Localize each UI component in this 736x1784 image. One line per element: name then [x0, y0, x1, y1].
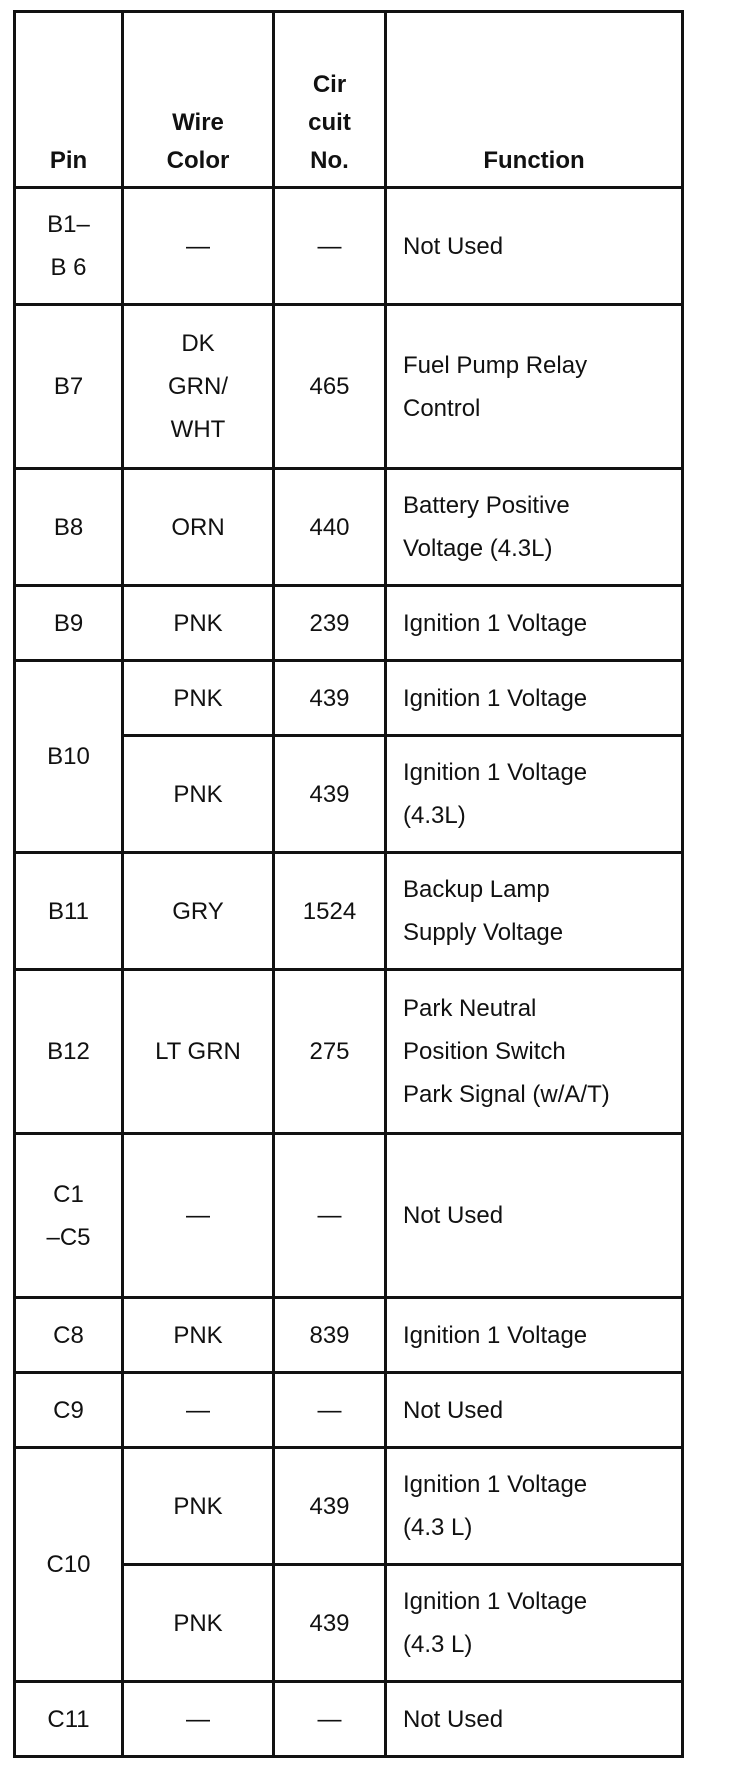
function-cell: Park Neutral Position Switch Park Signal (w/A/T)	[386, 970, 683, 1134]
table-row	[15, 1448, 683, 1565]
function-cell: Ignition 1 Voltage	[386, 1298, 683, 1373]
function-cell: Not Used	[386, 1682, 683, 1757]
connector-pinout-table	[13, 10, 684, 1758]
wire-color-cell: ORN	[123, 469, 274, 586]
wire-color-cell: —	[123, 1682, 274, 1757]
circuit-cell: 239	[274, 586, 386, 661]
circuit-cell: 275	[274, 970, 386, 1134]
table-row	[15, 1134, 683, 1298]
function-cell: Fuel Pump Relay Control	[386, 305, 683, 469]
wire-color-cell: PNK	[123, 661, 274, 736]
wire-color-cell: PNK	[123, 736, 274, 853]
table-row	[15, 469, 683, 586]
connector-pinout-table-wrapper	[13, 10, 684, 1758]
circuit-cell: —	[274, 1134, 386, 1298]
circuit-cell: —	[274, 1373, 386, 1448]
circuit-cell: 839	[274, 1298, 386, 1373]
pin-cell: B12	[15, 970, 123, 1134]
table-row	[15, 970, 683, 1134]
table-row	[15, 586, 683, 661]
header-circuit-no: Cir cuit No.	[274, 12, 386, 188]
header-row	[15, 12, 683, 188]
function-cell: Ignition 1 Voltage	[386, 586, 683, 661]
function-cell: Battery Positive Voltage (4.3L)	[386, 469, 683, 586]
function-cell: Backup Lamp Supply Voltage	[386, 853, 683, 970]
circuit-cell: —	[274, 188, 386, 305]
table-row	[15, 188, 683, 305]
pin-cell: C8	[15, 1298, 123, 1373]
wire-color-cell: DK GRN/ WHT	[123, 305, 274, 469]
pin-cell: B9	[15, 586, 123, 661]
function-cell: Ignition 1 Voltage (4.3L)	[386, 736, 683, 853]
wire-color-cell: PNK	[123, 586, 274, 661]
function-cell: Ignition 1 Voltage	[386, 661, 683, 736]
circuit-cell: 465	[274, 305, 386, 469]
wire-color-cell: PNK	[123, 1298, 274, 1373]
function-cell: Ignition 1 Voltage (4.3 L)	[386, 1565, 683, 1682]
circuit-cell: 439	[274, 661, 386, 736]
wire-color-cell: LT GRN	[123, 970, 274, 1134]
pin-cell: C1 –C5	[15, 1134, 123, 1298]
wire-color-cell: GRY	[123, 853, 274, 970]
function-cell: Not Used	[386, 1134, 683, 1298]
pin-cell: B8	[15, 469, 123, 586]
circuit-cell: —	[274, 1682, 386, 1757]
function-cell: Ignition 1 Voltage (4.3 L)	[386, 1448, 683, 1565]
header-function: Function	[386, 12, 683, 188]
header-pin: Pin	[15, 12, 123, 188]
header-wire-color: Wire Color	[123, 12, 274, 188]
wire-color-cell: PNK	[123, 1565, 274, 1682]
table-row	[15, 1682, 683, 1757]
table-row	[15, 1298, 683, 1373]
wire-color-cell: —	[123, 1134, 274, 1298]
circuit-cell: 439	[274, 1565, 386, 1682]
pin-cell: B1– B 6	[15, 188, 123, 305]
pin-cell: B11	[15, 853, 123, 970]
wire-color-cell: —	[123, 188, 274, 305]
table-row	[15, 853, 683, 970]
circuit-cell: 439	[274, 736, 386, 853]
function-cell: Not Used	[386, 1373, 683, 1448]
wire-color-cell: —	[123, 1373, 274, 1448]
table-row	[15, 305, 683, 469]
pin-cell: C11	[15, 1682, 123, 1757]
function-cell: Not Used	[386, 188, 683, 305]
pin-cell: C9	[15, 1373, 123, 1448]
circuit-cell: 1524	[274, 853, 386, 970]
pin-cell: B7	[15, 305, 123, 469]
table-row	[15, 661, 683, 736]
circuit-cell: 440	[274, 469, 386, 586]
pin-cell: C10	[15, 1448, 123, 1682]
circuit-cell: 439	[274, 1448, 386, 1565]
table-row	[15, 1373, 683, 1448]
pin-cell: B10	[15, 661, 123, 853]
wire-color-cell: PNK	[123, 1448, 274, 1565]
